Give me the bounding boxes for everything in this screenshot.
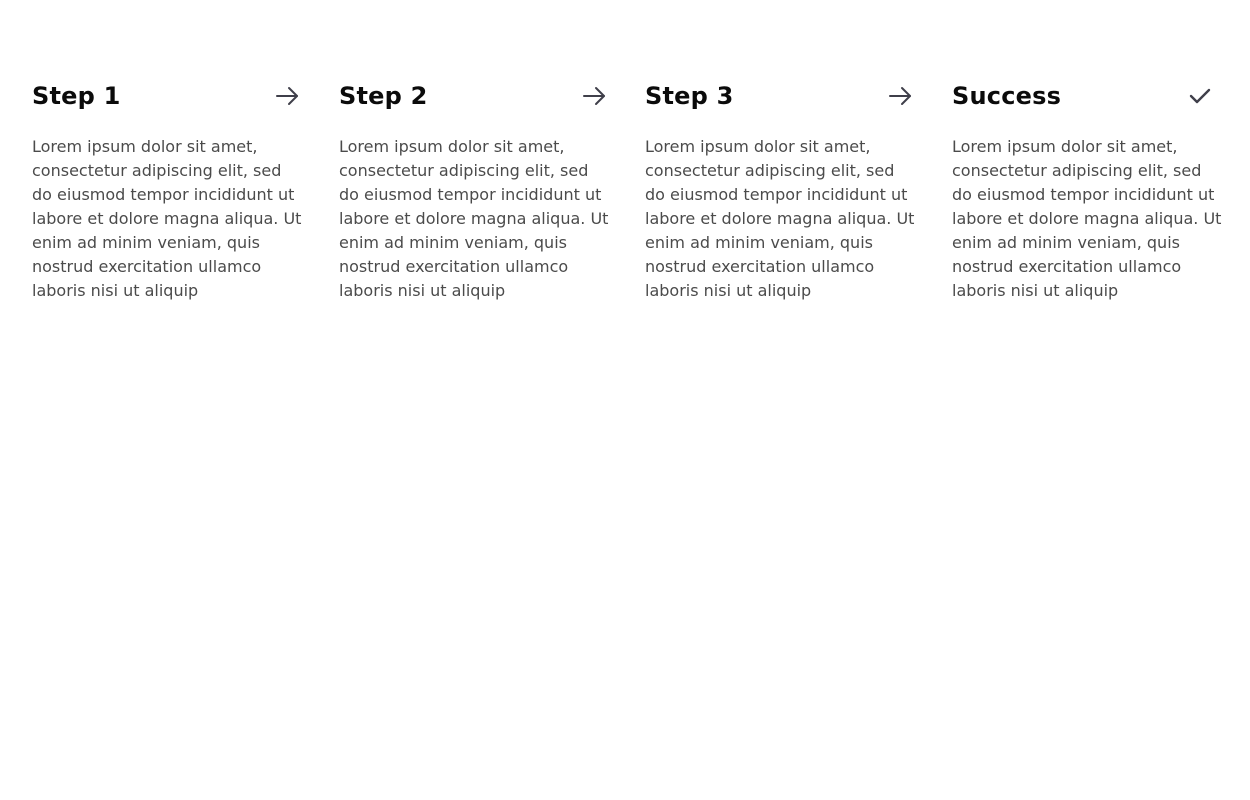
step-title: Step 3 — [645, 82, 734, 110]
step-header — [645, 78, 915, 114]
step-title: Step 1 — [32, 82, 121, 110]
check-icon — [1187, 83, 1213, 109]
step-description: Lorem ipsum dolor sit amet, consectetur adipiscing elit, sed do eiusmod tempor incididunt ut labore et dolore magna aliqua. Ut enim ad minim veniam, quis nostrud exercitation ullamco laboris nisi ut aliquip — [32, 137, 302, 300]
step-header — [952, 78, 1222, 114]
step-success — [952, 78, 1222, 303]
arrow-right-icon — [887, 83, 913, 109]
step-description: Lorem ipsum dolor sit amet, consectetur adipiscing elit, sed do eiusmod tempor incididunt ut labore et dolore magna aliqua. Ut enim ad minim veniam, quis nostrud exercitation ullamco laboris nisi ut aliquip — [645, 137, 915, 300]
step-2 — [339, 78, 609, 303]
step-1 — [32, 78, 302, 303]
step-3 — [645, 78, 915, 303]
step-header — [339, 78, 609, 114]
arrow-right-icon — [581, 83, 607, 109]
step-title: Success — [952, 82, 1062, 110]
step-description: Lorem ipsum dolor sit amet, consectetur adipiscing elit, sed do eiusmod tempor incididunt ut labore et dolore magna aliqua. Ut enim ad minim veniam, quis nostrud exercitation ullamco laboris nisi ut aliquip — [952, 137, 1222, 300]
step-header — [32, 78, 302, 114]
arrow-right-icon — [274, 83, 300, 109]
step-description: Lorem ipsum dolor sit amet, consectetur adipiscing elit, sed do eiusmod tempor incididunt ut labore et dolore magna aliqua. Ut enim ad minim veniam, quis nostrud exercitation ullamco laboris nisi ut aliquip — [339, 137, 609, 300]
step-title: Step 2 — [339, 82, 428, 110]
